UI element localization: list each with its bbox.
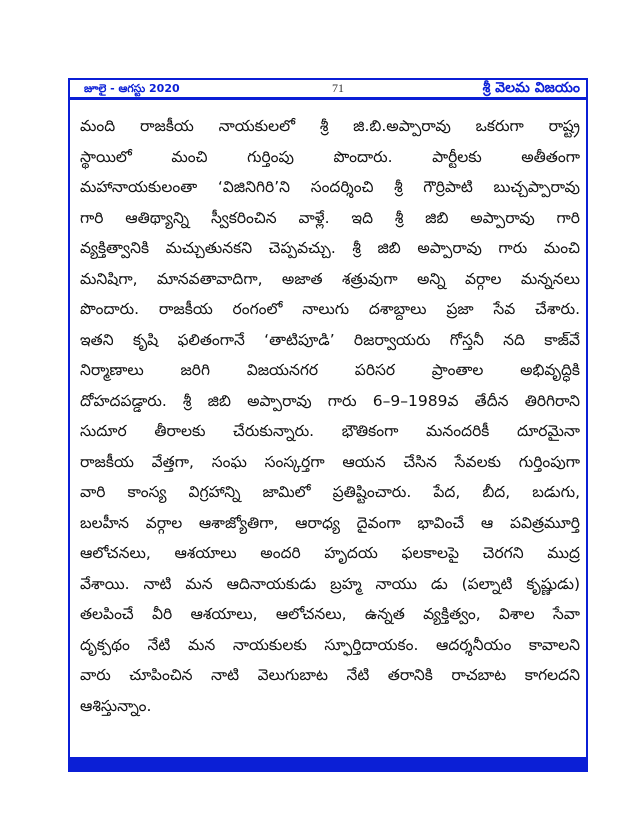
body-line-6: మనిషిగా, మానవతావాదిగా, అజాత శత్రువుగా అన్ని వర్గాల మన్ననలు bbox=[80, 269, 580, 288]
body-line-18: దృక్పథం నేటి మన నాయకులకు స్ఫూర్తిదాయకం. ఆదర్శనీయం కావాలని bbox=[80, 635, 580, 654]
body-line-1: మంది రాజకీయ నాయకులలో శ్రీ జి.బి.అప్పారావు ఒకరుగా రాష్ట్ర bbox=[80, 117, 580, 135]
body-line-14: బలహీన వర్గాల ఆశాజ్యోతిగా, ఆరాధ్య దైవంగా భావించే ఆ పవిత్రమూర్తి bbox=[80, 513, 580, 532]
page-frame bbox=[68, 78, 588, 772]
body-line-5: వ్యక్తిత్వానికి మచ్చుతునకని చెప్పవచ్చు. శ్రీ జిబి అప్పారావు గారు మంచి bbox=[80, 239, 580, 257]
article-body bbox=[80, 111, 580, 721]
body-line-3: మహానాయకులంతా ‘విజినిగిరి’ని సందర్శించి శ్రీ గౌర్రిపాటి బుచ్చప్పారావు bbox=[80, 178, 580, 196]
body-line-9: నిర్మాణాలు జరిగి విజయనగర పరిసర ప్రాంతాల అభివృద్ధికి bbox=[80, 361, 580, 379]
body-line-12: రాజకీయ వేత్తగా, సంఘ సంస్కర్తగా ఆయన చేసిన సేవలకు గుర్తింపుగా bbox=[80, 452, 580, 471]
body-line-4: గారి ఆతిథ్యాన్ని స్వీకరించిన వాళ్లే. ఇది శ్రీ జిబి అప్పారావు గారి bbox=[80, 208, 580, 227]
issue-date: జూలై - ఆగస్టు 2020 bbox=[84, 82, 180, 95]
body-line-16: వేశాయి. నాటి మన ఆదినాయకుడు బ్రహ్మ నాయు డు (పల్నాటి కృష్ణుడు) bbox=[80, 574, 580, 593]
page-header bbox=[70, 80, 586, 100]
body-line-2: స్థాయిలో మంచి గుర్తింపు పొందారు. పార్టీలకు అతీతంగా bbox=[80, 147, 580, 166]
magazine-title: శ్రీ వెలమ విజయం bbox=[482, 80, 580, 96]
body-line-10: దోహదపడ్డారు. శ్రీ జిబి అప్పారావు గారు 6–9–1989వ తేదీన తిరిగిరాని bbox=[80, 391, 580, 410]
body-line-8: ఇతని కృషి ఫలితంగానే ‘తాటిపూడి’ రిజర్వాయరు గోస్తనీ నది కాజ్‌వే bbox=[80, 330, 580, 349]
body-line-19: వారు చూపించిన నాటి వెలుగుబాట నేటి తరానికి రాచబాట కాగలదని bbox=[80, 666, 580, 684]
body-line-13: వారి కాంస్య విగ్రహాన్ని జామిలో ప్రతిష్టించారు. పేద, బీద, బడుగు, bbox=[80, 483, 580, 501]
body-line-7: పొందారు. రాజకీయ రంగంలో నాలుగు దశాబ్దాలు ప్రజా సేవ చేశారు. bbox=[80, 300, 580, 318]
body-line-15: ఆలోచనలు, ఆశయాలు అందరి హృదయ ఫలకాలపై చెరగని ముద్ర bbox=[80, 544, 580, 562]
page-number: 71 bbox=[332, 81, 344, 95]
body-line-17: తలపించే వీరి ఆశయాలు, ఆలోచనలు, ఉన్నత వ్యక్తిత్వం, విశాల సేవా bbox=[80, 605, 580, 623]
body-line-11: సుదూర తీరాలకు చేరుకున్నారు. భౌతికంగా మనందరికీ దూరమైనా bbox=[80, 422, 580, 440]
body-line-20: ఆశిస్తున్నాం. bbox=[80, 696, 152, 715]
footer-bar bbox=[70, 757, 586, 770]
